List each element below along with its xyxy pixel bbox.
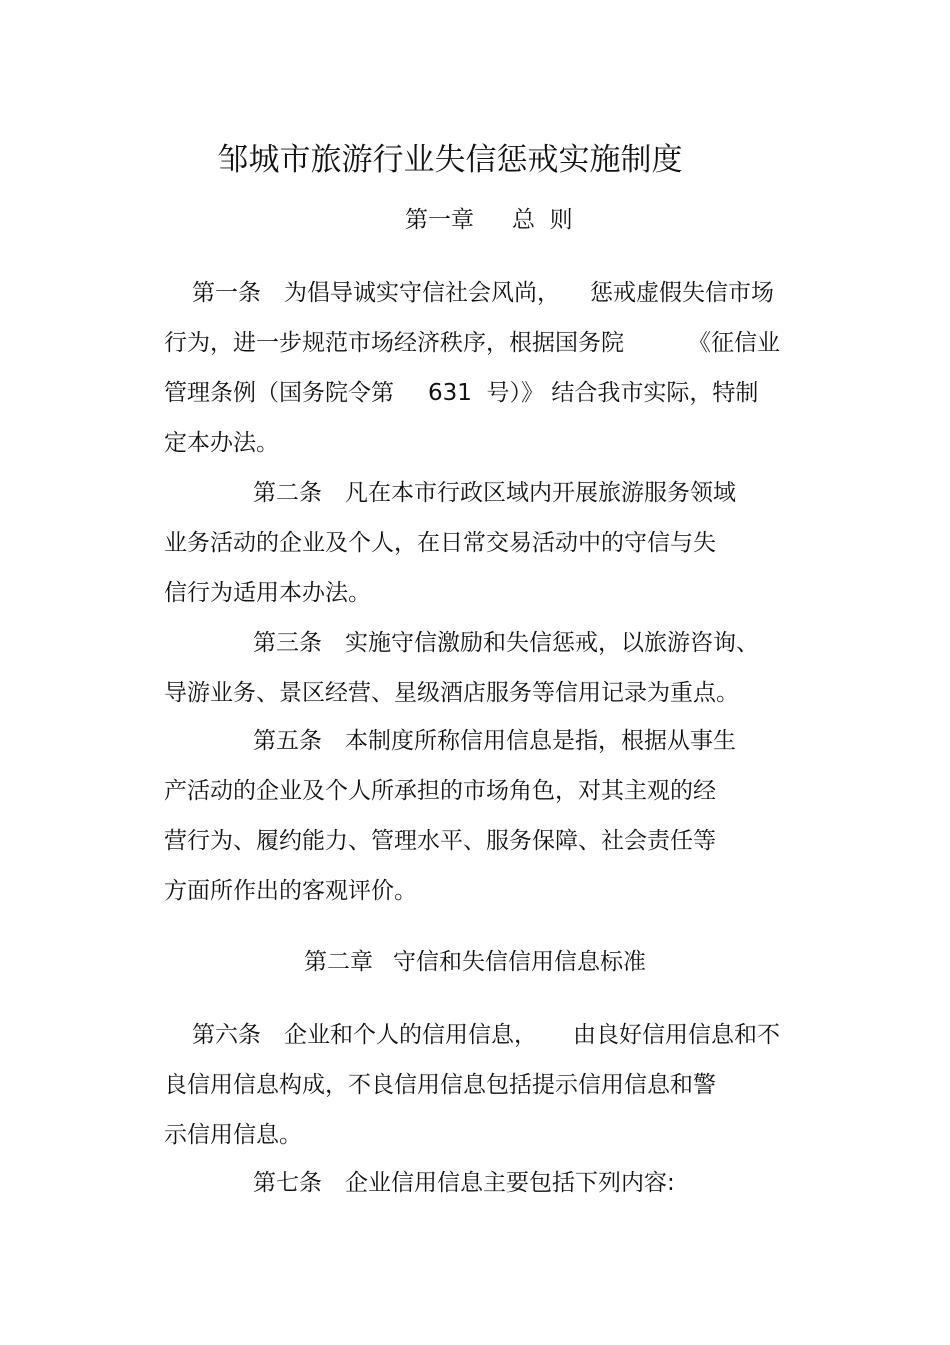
article-1-line-4: 定本办法。 [164,430,279,456]
article-1-text: 《征信业 [688,330,780,356]
article-3-line-2: 导游业务、景区经营、星级酒店服务等信用记录为重点。 [164,680,739,706]
article-1-line-2 [164,328,780,358]
article-3-line-1 [253,628,759,658]
article-2-line-1 [253,478,736,508]
article-5-line-2: 产活动的企业及个人所承担的市场角色，对其主观的经 [164,778,716,804]
document-title: 邹城市旅游行业失信惩戒实施制度 [217,142,683,178]
article-1-line-3 [164,378,758,408]
article-5-line-1 [253,726,736,756]
article-1-text: 管理条例（国务院令第 [164,380,394,406]
article-6-line-1 [192,1020,780,1050]
article-1-text: 为倡导诚实守信社会风尚， [284,280,560,306]
article-7-label: 第七条 [253,1170,322,1196]
chapter-1-name: 总 则 [512,207,573,233]
article-3-text: 实施守信激励和失信惩戒，以旅游咨询、 [345,630,759,656]
article-2-label: 第二条 [253,480,322,506]
chapter-1-number: 第一章 [405,207,474,233]
chapter-1-heading [405,205,573,235]
article-2-line-3: 信行为适用本办法。 [164,580,371,606]
article-5-line-3: 营行为、履约能力、管理水平、服务保障、社会责任等 [164,828,716,854]
article-5-line-4: 方面所作出的客观评价。 [164,878,417,904]
article-6-line-2: 良信用信息构成，不良信用信息包括提示信用信息和警 [164,1072,716,1098]
article-1-text: 惩戒虚假失信市场 [590,280,774,306]
article-3-label: 第三条 [253,630,322,656]
article-2-line-2: 业务活动的企业及个人，在日常交易活动中的守信与失 [164,530,716,556]
article-6-text: 由良好信用信息和不 [573,1022,780,1048]
chapter-2-heading [304,947,646,977]
article-1-text: 行为，进一步规范市场经济秩序，根据国务院 [164,330,624,356]
article-2-text: 凡在本市行政区域内开展旅游服务领域 [345,480,736,506]
article-7-line-1 [253,1168,675,1198]
article-6-text: 企业和个人的信用信息， [284,1022,537,1048]
chapter-2-number: 第二章 [304,949,373,975]
article-1-text: 631 号）》 结合我市实际，特制 [428,380,759,406]
article-6-label: 第六条 [192,1022,261,1048]
article-7-text: 企业信用信息主要包括下列内容: [345,1170,675,1196]
article-5-text: 本制度所称信用信息是指，根据从事生 [345,728,736,754]
chapter-2-name: 守信和失信信用信息标准 [393,949,646,975]
article-1-label: 第一条 [192,280,261,306]
article-6-line-3: 示信用信息。 [164,1122,302,1148]
article-5-label: 第五条 [253,728,322,754]
article-1-line-1 [192,278,774,308]
